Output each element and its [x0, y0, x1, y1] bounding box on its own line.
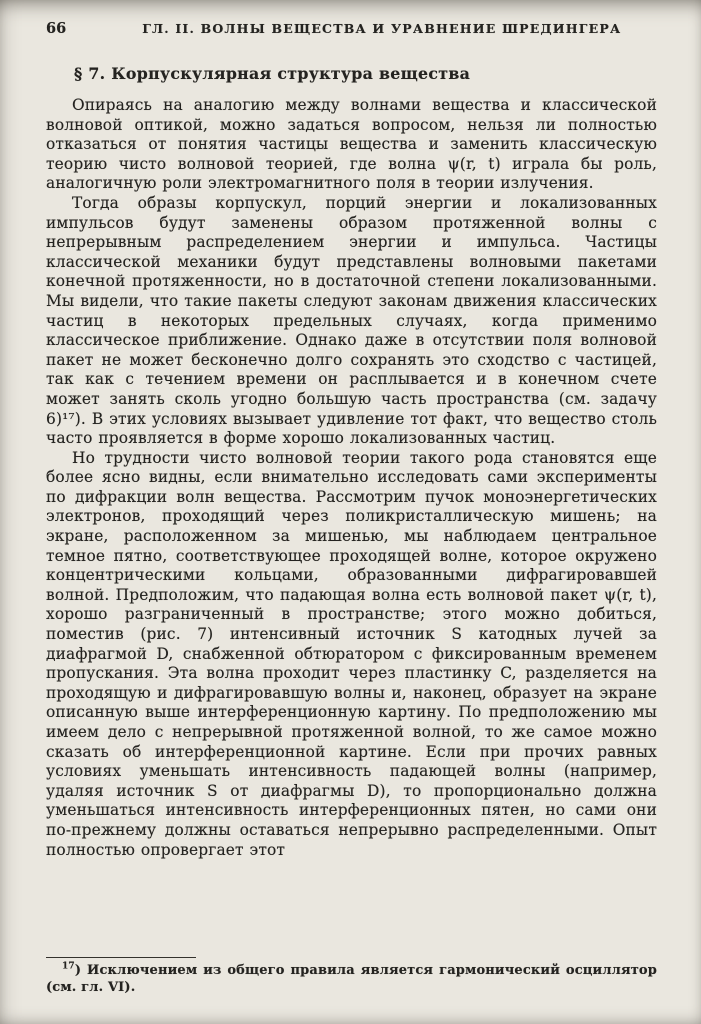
body-text: [46, 96, 657, 860]
paragraph-1: Опираясь на аналогию между волнами вещества и классической волновой оптикой, можно задаться вопросом, нельзя ли полностью отказаться от понятия частицы вещества и заменить классическую теорию чисто волновой теорией, где волна ψ(r, t) играла бы роль, аналогичную роли электромагнитного поля в теории излучения.: [46, 96, 657, 193]
page-number: 66: [46, 20, 67, 37]
footnote-section: [46, 949, 657, 996]
footnote-marker: 17: [62, 961, 75, 972]
footnote-body: ) Исключением из общего правила является гармонический осциллятор (см. гл. VI).: [46, 963, 657, 995]
chapter-heading: ГЛ. II. ВОЛНЫ ВЕЩЕСТВА И УРАВНЕНИЕ ШРЕДИНГЕРА: [142, 21, 622, 36]
running-header: [46, 20, 657, 37]
section-title: § 7. Корпускулярная структура вещества: [74, 64, 471, 83]
footnote-text: [46, 963, 657, 996]
footnote-divider: [46, 957, 196, 958]
paragraph-3: Но трудности чисто волновой теории такого рода становятся еще более ясно видны, если внимательно исследовать сами эксперименты по дифракции волн вещества. Рассмотрим пучок моноэнергетических электронов, проходящий через поликристаллическую мишень; на экране, расположенном за мишенью, мы наблюдаем центральное темное пятно, соответствующее проходящей волне, которое окружено концентрическими кольцами, образованными дифрагировавшей волной. Предположим, что падающая волна есть волновой пакет ψ(r, t), хорошо разграниченный в пространстве; этого можно добиться, поместив (рис. 7) интенсивный источник S катодных лучей за диафрагмой D, снабженной обтюратором с фиксированным временем пропускания. Эта волна проходит через пластинку C, разделяется на проходящую и дифрагировавшую волны и, наконец, образует на экране описанную выше интерференционную картину. По предположению мы имеем дело с непрерывной протяженной волной, то же самое можно сказать об интерференционной картине. Если при прочих равных условиях уменьшать интенсивность падающей волны (например, удаляя источник S от диафрагмы D), то пропорционально должна уменьшаться интенсивность интерференционных пятен, но сами они по-прежнему должны оставаться непрерывно распределенными. Опыт полностью опровергает этот: [46, 448, 657, 859]
paragraph-2: Тогда образы корпускул, порций энергии и локализованных импульсов будут заменены образом протяженной волны с непрерывным распределением энергии и импульса. Частицы классической механики будут представлены волновыми пакетами конечной протяженности, но в достаточной степени локализованными. Мы видели, что такие пакеты следуют законам движения классических частиц в некоторых предельных случаях, когда применимо классическое приближение. Однако даже в отсутствии поля волновой пакет не может бесконечно долго сохранять это сходство с частицей, так как с течением времени он расплывается и в конечном счете может занять сколь угодно большую часть пространства (см. задачу 6)¹⁷). В этих условиях вызывает удивление тот факт, что вещество столь часто проявляется в форме хорошо локализованных частиц.: [46, 193, 657, 448]
